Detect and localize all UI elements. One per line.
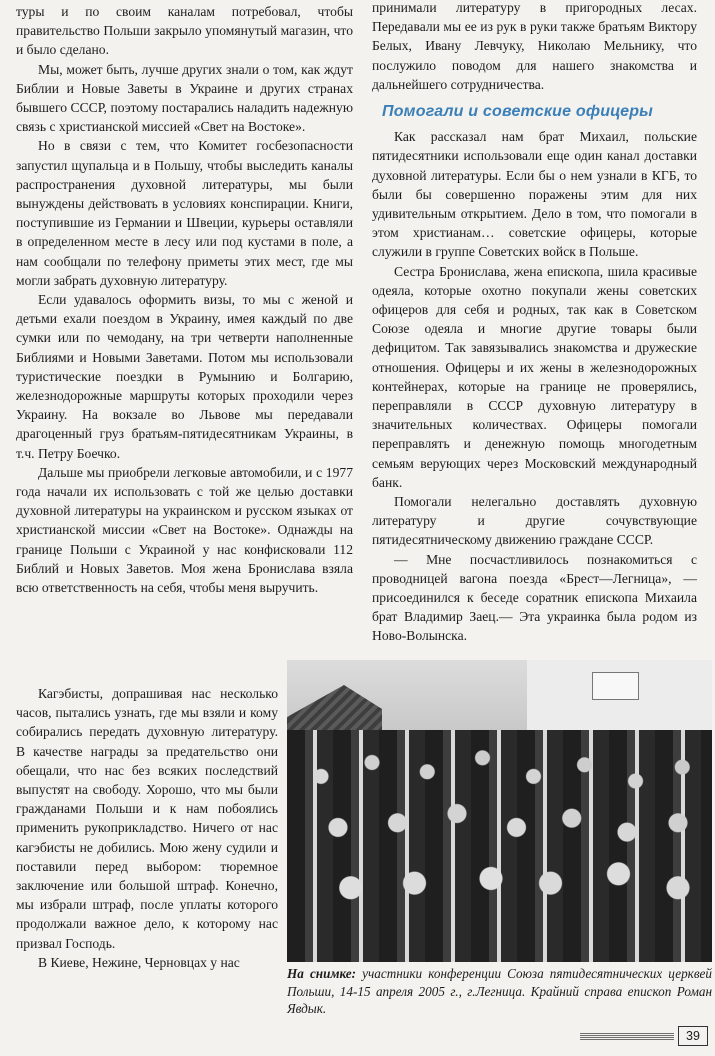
right-column-top bbox=[372, 0, 697, 94]
photo-caption bbox=[287, 965, 712, 1018]
caption-text: участники конференции Союза пятидесятнических церквей Польши, 14-15 апреля 2005 г., г.Легница. Крайний справа епископ Роман Явдык. bbox=[287, 966, 712, 1016]
paragraph: Кагэбисты, допрашивая нас несколько часов, пытались узнать, где мы взяли и кому собирались передать духовную литературу. В качестве награды за предательство они обещали, что нас без всяких последствий выпустят на свободу. Хорошо, что мы были гражданами Польши и к нам побоялись применить рукоприкладство. Ничего от нас кагэбисты не добились. Мою жену судили и поставили перед выбором: тюремное заключение или большой штраф. Конечно, мы избрали штраф, после уплаты которого продолжали важное дело, к которому нас призвал Господь. bbox=[16, 686, 278, 951]
footer-decoration bbox=[580, 1032, 674, 1040]
left-column-lower bbox=[16, 684, 278, 972]
paragraph: Мы, может быть, лучше других знали о том, как ждут Библии и Новые Заветы в Украине и других странах бывшего СССР, поэтому постарались наладить надежную связь с христианской миссией «Свет на Востоке». bbox=[16, 61, 353, 135]
paragraph: В Киеве, Нежине, Черновцах у нас bbox=[38, 954, 240, 970]
group-photo bbox=[287, 660, 712, 962]
left-column bbox=[16, 2, 353, 597]
paragraph: Сестра Бронислава, жена епископа, шила красивые одеяла, которые охотно покупали жены советских офицеров для себя и родных, так как в Советском Союзе одеяла и многие другие товары были дефицитом. Так завязывались знакомства и дружеские отношения. Офицеры и их жены в железнодорожных контейнерах, которые на границе не проверялись, переправляли в СССР духовную литературу в значительных количествах. Офицеры помогали переправлять и денежную помощь многодетным семьям верующих через Московский международный банк. bbox=[372, 263, 697, 490]
paragraph: туры и по своим каналам потребовал, чтобы правительство Польши закрыло упомянутый магазин, что и было сделано. bbox=[16, 4, 353, 58]
photo-crowd bbox=[287, 730, 712, 962]
paragraph: Помогали нелегально доставлять духовную литературу и другие сочувствующие пятидесятническому движению граждане СССР. bbox=[372, 494, 697, 548]
caption-label: На снимке: bbox=[287, 966, 357, 981]
section-heading: Помогали и советские офицеры bbox=[382, 103, 654, 120]
page-number: 39 bbox=[678, 1026, 708, 1046]
paragraph: — Мне посчастливилось познакомиться с проводницей вагона поезда «Брест—Легница», — присоединился к беседе соратник епископа Михаила брат Владимир Заец.— Эта украинка была родом из Ново-Волынска. bbox=[372, 551, 697, 644]
paragraph: Дальше мы приобрели легковые автомобили, и с 1977 года начали их использовать с той же целью доставки духовной литературы на украинском и русском языках от христианской миссии «Свет на Востоке». Однажды на границе Польши с Украиной у нас конфисковали 112 Библий и Новых Заветов. Моя жена Бронислава взяла всю ответственность на себя, чтобы меня выручить. bbox=[16, 464, 353, 596]
paragraph: Как рассказал нам брат Михаил, польские пятидесятники использовали еще один канал доставки духовной литературы. Если бы о нем узнали в КГБ, то были бы совершенно поражены этим для них удивительным открытием. Дело в том, что помогали в этом христианам… советские офицеры, которые служили в группе Советских войск в Польше. bbox=[372, 129, 697, 260]
paragraph: Если удавалось оформить визы, то мы с женой и детьми ехали поездом в Украину, имея каждый по две сумки или по чемодану, на три четверти наполненные Библиями и Новыми Заветами. Потом мы использовали туристические поездки в Румынию и Болгарию, железнодорожные маршруты которых проходили через Украину. На вокзале во Львове мы передавали драгоценный груз братьям-пятидесятникам Украины, в т.ч. Петру Боечко. bbox=[16, 292, 353, 461]
paragraph: Но в связи с тем, что Комитет госбезопасности запустил щупальца и в Польшу, чтобы выследить каналы распространения духовной литературы, мы были вынуждены действовать в условиях конспирации. Книги, поступившие из Германии и Швеции, курьеры оставляли в определенном месте в лесу или под кустами в поле, а нам сообщали по телефону приметы этих мест, где мы могли забрать духовную литературу. bbox=[16, 138, 353, 288]
photo-sign bbox=[592, 672, 639, 700]
paragraph: принимали литературу в пригородных лесах. Передавали мы ее из рук в руки также братьям Виктору Белых, Ивану Левчуку, Николаю Мельнику, что послужило поводом для нашего знакомства и дальнейшего сотрудничества. bbox=[372, 0, 697, 92]
right-column bbox=[372, 102, 697, 646]
